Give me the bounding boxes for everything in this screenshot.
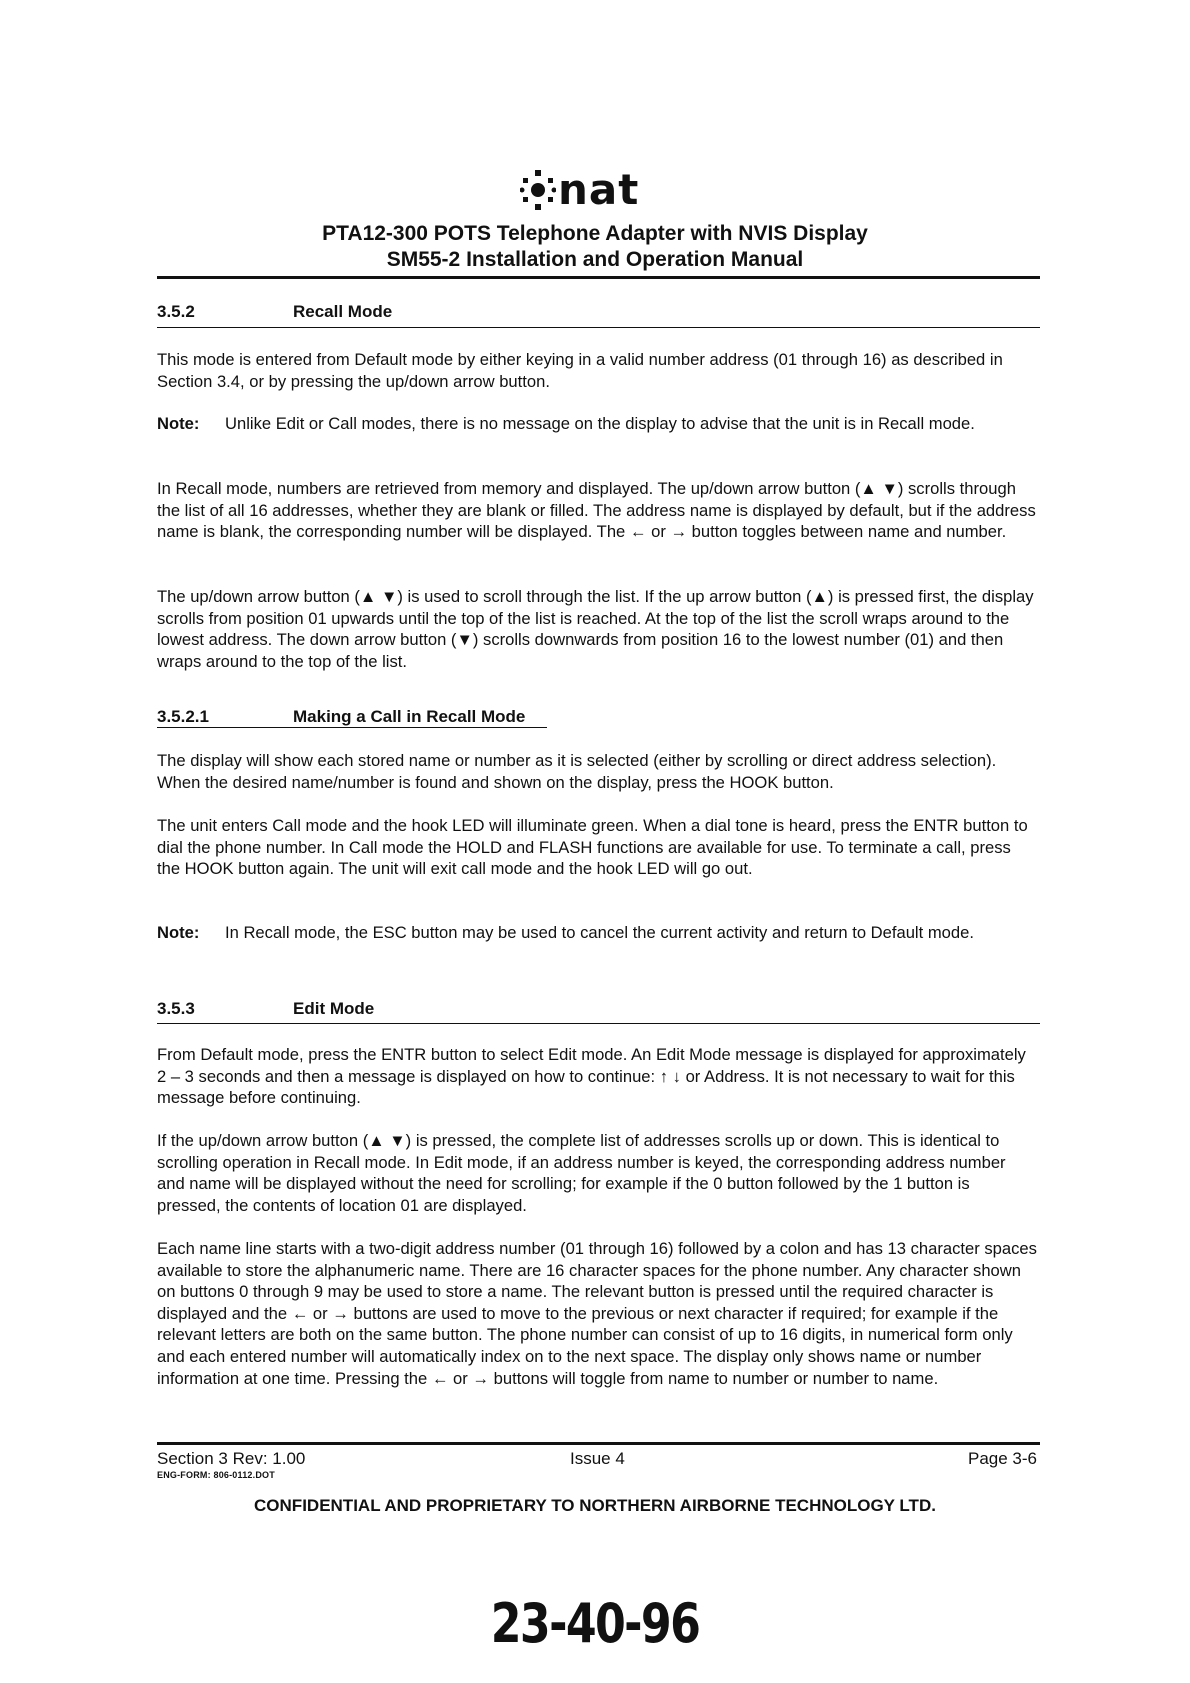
footer-divider [157, 1442, 1040, 1445]
section-number: 3.5.2.1 [157, 707, 209, 726]
section-number: 3.5.3 [157, 999, 195, 1018]
section-rule [157, 1023, 1040, 1024]
paragraph: In Recall mode, numbers are retrieved from memory and displayed. The up/down arrow button (▲ ▼) scrolls through the list of all 16 addresses, whether they are blank or filled. The address name is displayed by default, but if the address name is blank, the corresponding number will be displayed. The ← or → button toggles between name and number. [157, 479, 1036, 542]
note [157, 922, 1037, 944]
nat-star-icon [520, 170, 556, 210]
footer-revision: Section 3 Rev: 1.00 [157, 1449, 306, 1468]
section-title: Recall Mode [293, 302, 393, 321]
paragraph: This mode is entered from Default mode by either keying in a valid number address (01 through 16) as described in Section 3.4, or by pressing the up/down arrow button. [157, 350, 1003, 391]
note-text: Unlike Edit or Call modes, there is no message on the display to advise that the unit is in Recall mode. [225, 414, 975, 433]
document-title: PTA12-300 POTS Telephone Adapter with NVIS Display [322, 222, 868, 245]
footer-page-number: Page 3-6 [968, 1449, 1037, 1468]
section-rule [157, 327, 1040, 328]
section-title: Making a Call in Recall Mode [293, 707, 526, 726]
header-divider [157, 276, 1040, 279]
section-number: 3.5.2 [157, 302, 195, 321]
document-subtitle: SM55-2 Installation and Operation Manual [386, 248, 804, 271]
note-label: Note: [157, 414, 200, 433]
footer-form-id: ENG-FORM: 806-0112.DOT [157, 1470, 275, 1480]
footer-issue: Issue 4 [570, 1449, 625, 1468]
heading-underline [157, 727, 547, 728]
paragraph: Each name line starts with a two-digit address number (01 through 16) followed by a colon and has 13 character spaces available to store the alphanumeric name. There are 16 character spaces for the phone number. Any character shown on buttons 0 through 9 may be used to store a name. The relevant button is pressed until the required character is displayed and the ← or → buttons are used to move to the previous or next character if required; for example if the relevant letters are both on the same button. The phone number can consist of up to 16 digits, in numerical form only and each entered number will automatically index on to the next space. The display only shows name or number information at one time. Pressing the ← or → buttons will toggle from name to number or number to name. [157, 1239, 1037, 1388]
note-label: Note: [157, 923, 200, 942]
paragraph: The unit enters Call mode and the hook LED will illuminate green. When a dial tone is heard, press the ENTR button to dial the phone number. In Call mode the HOLD and FLASH functions are available for use. To terminate a call, press the HOOK button again. The unit will exit call mode and the hook LED will go out. [157, 816, 1028, 879]
note-text: In Recall mode, the ESC button may be used to cancel the current activity and return to Default mode. [225, 923, 974, 942]
note [157, 413, 1037, 435]
nat-logo [520, 165, 640, 214]
document-number: 23-40-96 [490, 1592, 700, 1655]
paragraph: The up/down arrow button (▲ ▼) is used to scroll through the list. If the up arrow button (▲) is pressed first, the display scrolls from position 01 upwards until the top of the list is reached. At the top of the list the scroll wraps around to the lowest address. The down arrow button (▼) scrolls downwards from position 16 to the lowest number (01) and then wraps around to the top of the list. [157, 587, 1034, 671]
paragraph: The display will show each stored name or number as it is selected (either by scrolling or direct address selection). When the desired name/number is found and shown on the display, press the HOOK button. [157, 751, 997, 792]
logo-text: nat [558, 165, 640, 214]
paragraph: From Default mode, press the ENTR button to select Edit mode. An Edit Mode message is displayed for approximately 2 – 3 seconds and then a message is displayed on how to continue: ↑ ↓ or Address. It is not necessary to wait for this message before continuing. [157, 1045, 1026, 1108]
section-title: Edit Mode [293, 999, 375, 1018]
confidentiality-notice: CONFIDENTIAL AND PROPRIETARY TO NORTHERN AIRBORNE TECHNOLOGY LTD. [254, 1496, 936, 1515]
paragraph: If the up/down arrow button (▲ ▼) is pressed, the complete list of addresses scrolls up or down. This is identical to scrolling operation in Recall mode. In Edit mode, if an address number is keyed, the corresponding address number and name will be displayed without the need for scrolling; for example if the 0 button followed by the 1 button is pressed, the contents of location 01 are displayed. [157, 1131, 1006, 1215]
